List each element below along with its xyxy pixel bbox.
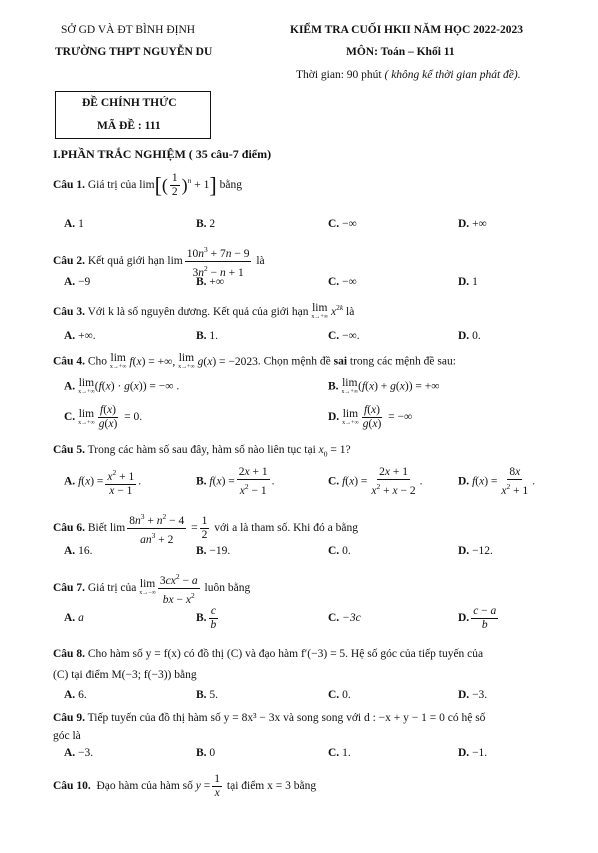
q7-option-d[interactable]: D. $\frac{c - a}{b}$ [458, 605, 497, 631]
q3-option-d[interactable]: D. 0. [458, 330, 481, 342]
q2-option-b[interactable]: B. +∞ [196, 276, 225, 288]
q-formula: lim $\frac{8n^3 + n^2 - 4}{an^3 + 2}$ = $\frac{1}{2}$ [109, 512, 208, 546]
q-label: Câu 1. [53, 179, 85, 192]
time-text: Thời gian: 90 phút [296, 69, 382, 81]
q-label: Câu 6. [53, 521, 85, 534]
q6-option-b[interactable]: B. −19. [196, 545, 231, 557]
q6-option-d[interactable]: D. −12. [458, 545, 493, 557]
q-label: Câu 7. [53, 581, 85, 594]
section-title: I.PHẦN TRẮC NGHIỆM ( 35 câu-7 điểm) [53, 147, 272, 161]
question-8-line2: (C) tại điểm M(−3; f(−3)) bằng [53, 669, 197, 681]
q1-option-a[interactable]: A. 1 [64, 218, 84, 230]
q4-option-d[interactable]: D. lim x→+∞ $\frac{f(x)}{g(x)}$ = −∞ [328, 404, 413, 430]
question-9-line2: góc là [53, 730, 81, 742]
time-note: ( không kể thời gian phát đề). [384, 69, 521, 81]
q1-option-d[interactable]: D. +∞ [458, 218, 487, 230]
q-text: Với k là số nguyên dương. Kết quả của giới hạn [87, 305, 309, 318]
q2-option-d[interactable]: D. 1 [458, 276, 478, 288]
q-tail: với a là tham số. Khi đó a bằng [214, 521, 358, 534]
q8-option-d[interactable]: D. −3. [458, 689, 488, 701]
q-text: Biết [87, 521, 107, 534]
q3-option-b[interactable]: B. 1. [196, 330, 219, 342]
question-2 [53, 243, 265, 280]
question-4 [53, 353, 456, 371]
q-tail: luôn bằng [204, 581, 251, 594]
q-tail: là [256, 254, 265, 267]
q5-option-b[interactable]: B. f(x) = $\frac{2x + 1}{x^2 - 1}$ . [196, 466, 275, 497]
q-text: Giá trị của [87, 581, 137, 594]
q-formula: $x_0 = 1$? [318, 444, 351, 459]
q7-option-a[interactable]: A. a [64, 612, 84, 624]
q4-option-c[interactable]: C. lim x→+∞ $\frac{f(x)}{g(x)}$ = 0. [64, 404, 143, 430]
q-emphasis: sai [333, 355, 348, 368]
question-3 [53, 303, 354, 321]
q-label: Câu 5. [53, 444, 85, 456]
q-formula: lim $\frac{10n^3 + 7n - 9}{3n^2 - n + 1}$ [167, 245, 250, 279]
q8-option-b[interactable]: B. 5. [196, 689, 219, 701]
question-6 [53, 510, 358, 547]
question-10 [53, 773, 316, 800]
q-label: Câu 10. [53, 780, 91, 793]
q-text: Đạo hàm của hàm số [96, 780, 193, 793]
q7-option-b[interactable]: B. $\frac{c}{b}$ [196, 605, 217, 631]
q9-option-d[interactable]: D. −1. [458, 747, 488, 759]
q8-option-a[interactable]: A. 6. [64, 689, 87, 701]
question-8 [53, 648, 483, 660]
q-formula: lim x→−∞ $\frac{3cx^2 - a}{bx - x^2}$ [139, 572, 198, 606]
q-label: Câu 9. [53, 712, 85, 724]
school-name: TRƯỜNG THPT NGUYỄN DU [55, 46, 213, 58]
q6-option-c[interactable]: C. 0. [328, 545, 351, 557]
q3-option-c[interactable]: C. −∞. [328, 330, 360, 342]
q9-option-c[interactable]: C. 1. [328, 747, 351, 759]
question-9 [53, 712, 485, 724]
official-title: ĐỀ CHÍNH THỨC [82, 97, 177, 109]
q9-option-b[interactable]: B. 0 [196, 747, 216, 759]
q5-option-d[interactable]: D. f(x) = $\frac{8x}{x^2 + 1}$ . [458, 466, 536, 497]
dept-name: SỞ GD VÀ ĐT BÌNH ĐỊNH [61, 24, 196, 36]
q-tail: trong các mệnh đề sau: [349, 355, 456, 368]
q-tail: tại điểm x = 3 bằng [226, 780, 317, 793]
q-formula: lim[( $\frac{1}{2}$ )$^n$ + 1] [139, 172, 217, 198]
q-tail: bằng [219, 179, 242, 192]
exam-title: KIỂM TRA CUỐI HKII NĂM HỌC 2022-2023 [290, 24, 523, 36]
q1-option-b[interactable]: B. 2 [196, 218, 216, 230]
q-text: Giá trị của [87, 179, 137, 192]
q-mid: . Chọn mệnh đề [257, 355, 331, 368]
question-5 [53, 444, 351, 458]
q3-option-a[interactable]: A. +∞. [64, 330, 96, 342]
question-7 [53, 570, 250, 607]
q2-option-a[interactable]: A. −9 [64, 276, 91, 288]
q8-option-c[interactable]: C. 0. [328, 689, 351, 701]
q2-option-c[interactable]: C. −∞ [328, 276, 357, 288]
time-line [296, 69, 521, 81]
q-formula: lim x→+∞ $x^{2k}$ [311, 302, 344, 321]
subject-line: MÔN: Toán – Khối 11 [346, 46, 455, 58]
q-text: Trong các hàm số sau đây, hàm số nào liên tục tại [87, 444, 316, 456]
q-tail: là [346, 305, 355, 318]
q-formula: y = $\frac{1}{x}$ [195, 773, 221, 799]
q9-option-a[interactable]: A. −3. [64, 747, 94, 759]
q-label: Câu 2. [53, 254, 85, 267]
q5-option-c[interactable]: C. f(x) = $\frac{2x + 1}{x^2 + x - 2}$ . [328, 466, 423, 497]
q4-option-a[interactable]: A. lim x→+∞ (f(x) · g(x)) = −∞ . [64, 377, 180, 395]
q-label: Câu 3. [53, 305, 85, 318]
q-label: Câu 4. [53, 355, 85, 368]
q-text: Tiếp tuyến của đồ thị hàm số y = 8x³ − 3x và song song với d : −x + y − 1 = 0 có hệ số [87, 712, 486, 724]
q-label: Câu 8. [53, 648, 85, 660]
exam-code: MÃ ĐỀ : 111 [97, 120, 161, 132]
q7-option-c[interactable]: C. −3c [328, 612, 361, 624]
question-1 [53, 172, 242, 199]
q-text: Kết quả giới hạn [87, 254, 165, 267]
q-text: Cho [87, 355, 107, 368]
q1-option-c[interactable]: C. −∞ [328, 218, 357, 230]
q4-option-b[interactable]: B. lim x→+∞ (f(x) + g(x)) = +∞ [328, 377, 440, 395]
q5-option-a[interactable]: A. f(x) = $\frac{x^2 + 1}{x - 1}$ . [64, 468, 142, 497]
q-formula: lim x→+∞ f(x) = +∞, lim x→+∞ g(x) = −2023 [109, 352, 258, 370]
q-text: Cho hàm số y = f(x) có đồ thị (C) và đạo hàm f′(−3) = 5. Hệ số góc của tiếp tuyến của [87, 648, 484, 660]
q6-option-a[interactable]: A. 16. [64, 545, 93, 557]
